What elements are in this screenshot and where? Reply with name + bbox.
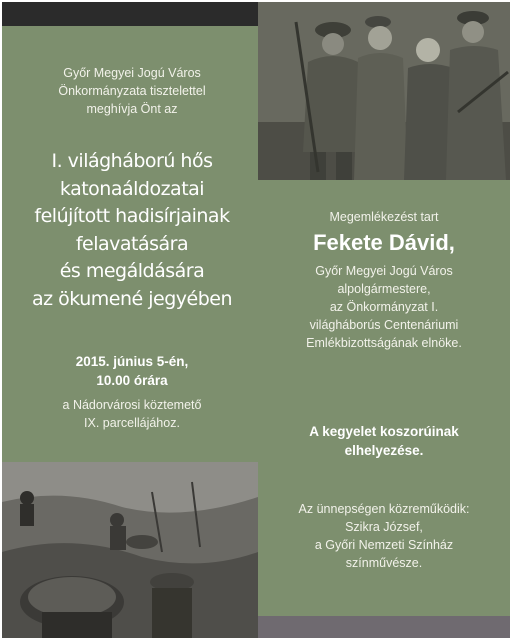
venue-line: IX. parcellájához. <box>84 416 180 430</box>
host-line: meghívja Önt az <box>86 102 178 116</box>
wreath-laying <box>260 422 508 460</box>
performer-line: színművésze. <box>345 556 423 570</box>
role-line: világháborús Centenáriumi <box>309 318 459 332</box>
event-datetime <box>8 352 256 390</box>
role-line: Emlékbizottságának elnöke. <box>306 336 462 350</box>
bottom-grey-strip <box>258 616 510 638</box>
title-line: katonaáldozatai <box>59 177 205 200</box>
speaker-role <box>260 262 508 352</box>
role-line: Győr Megyei Jogú Város <box>315 264 453 278</box>
host-line: Győr Megyei Jogú Város <box>63 66 201 80</box>
performers <box>260 500 508 572</box>
performer-line: a Győri Nemzeti Színház <box>314 538 454 552</box>
host-line: Önkormányzata tisztelettel <box>58 84 206 98</box>
poster-background <box>2 2 510 638</box>
wreath-line: elhelyezése. <box>344 443 424 458</box>
soldiers-group-illustration <box>258 2 510 180</box>
event-title <box>8 148 256 313</box>
trench-soldiers-photo <box>2 462 258 638</box>
event-time: 10.00 órára <box>96 373 168 388</box>
venue-line: a Nádorvárosi köztemető <box>62 398 202 412</box>
event-date: 2015. június 5-én, <box>75 354 189 369</box>
top-dark-bar <box>2 2 258 26</box>
soldiers-group-photo <box>258 2 510 180</box>
host-text <box>8 64 256 118</box>
wreath-line: A kegyelet koszorúinak <box>309 424 459 439</box>
title-line: az ökumené jegyében <box>32 287 232 310</box>
performers-intro: Az ünnepségen közreműködik: <box>298 502 470 516</box>
title-line: felavatására <box>75 232 189 255</box>
title-line: felújított hadisírjainak <box>34 205 230 227</box>
role-line: az Önkormányzat I. <box>329 300 439 314</box>
role-line: alpolgármestere, <box>337 282 431 296</box>
commemoration-intro: Megemlékezést tart <box>329 210 439 224</box>
title-line: I. világháború hős <box>51 150 213 172</box>
trench-illustration <box>2 462 258 638</box>
speaker-name: Fekete Dávid, <box>313 230 455 255</box>
event-venue <box>8 396 256 432</box>
title-line: és megáldására <box>59 260 205 282</box>
performer-line: Szikra József, <box>345 520 423 534</box>
